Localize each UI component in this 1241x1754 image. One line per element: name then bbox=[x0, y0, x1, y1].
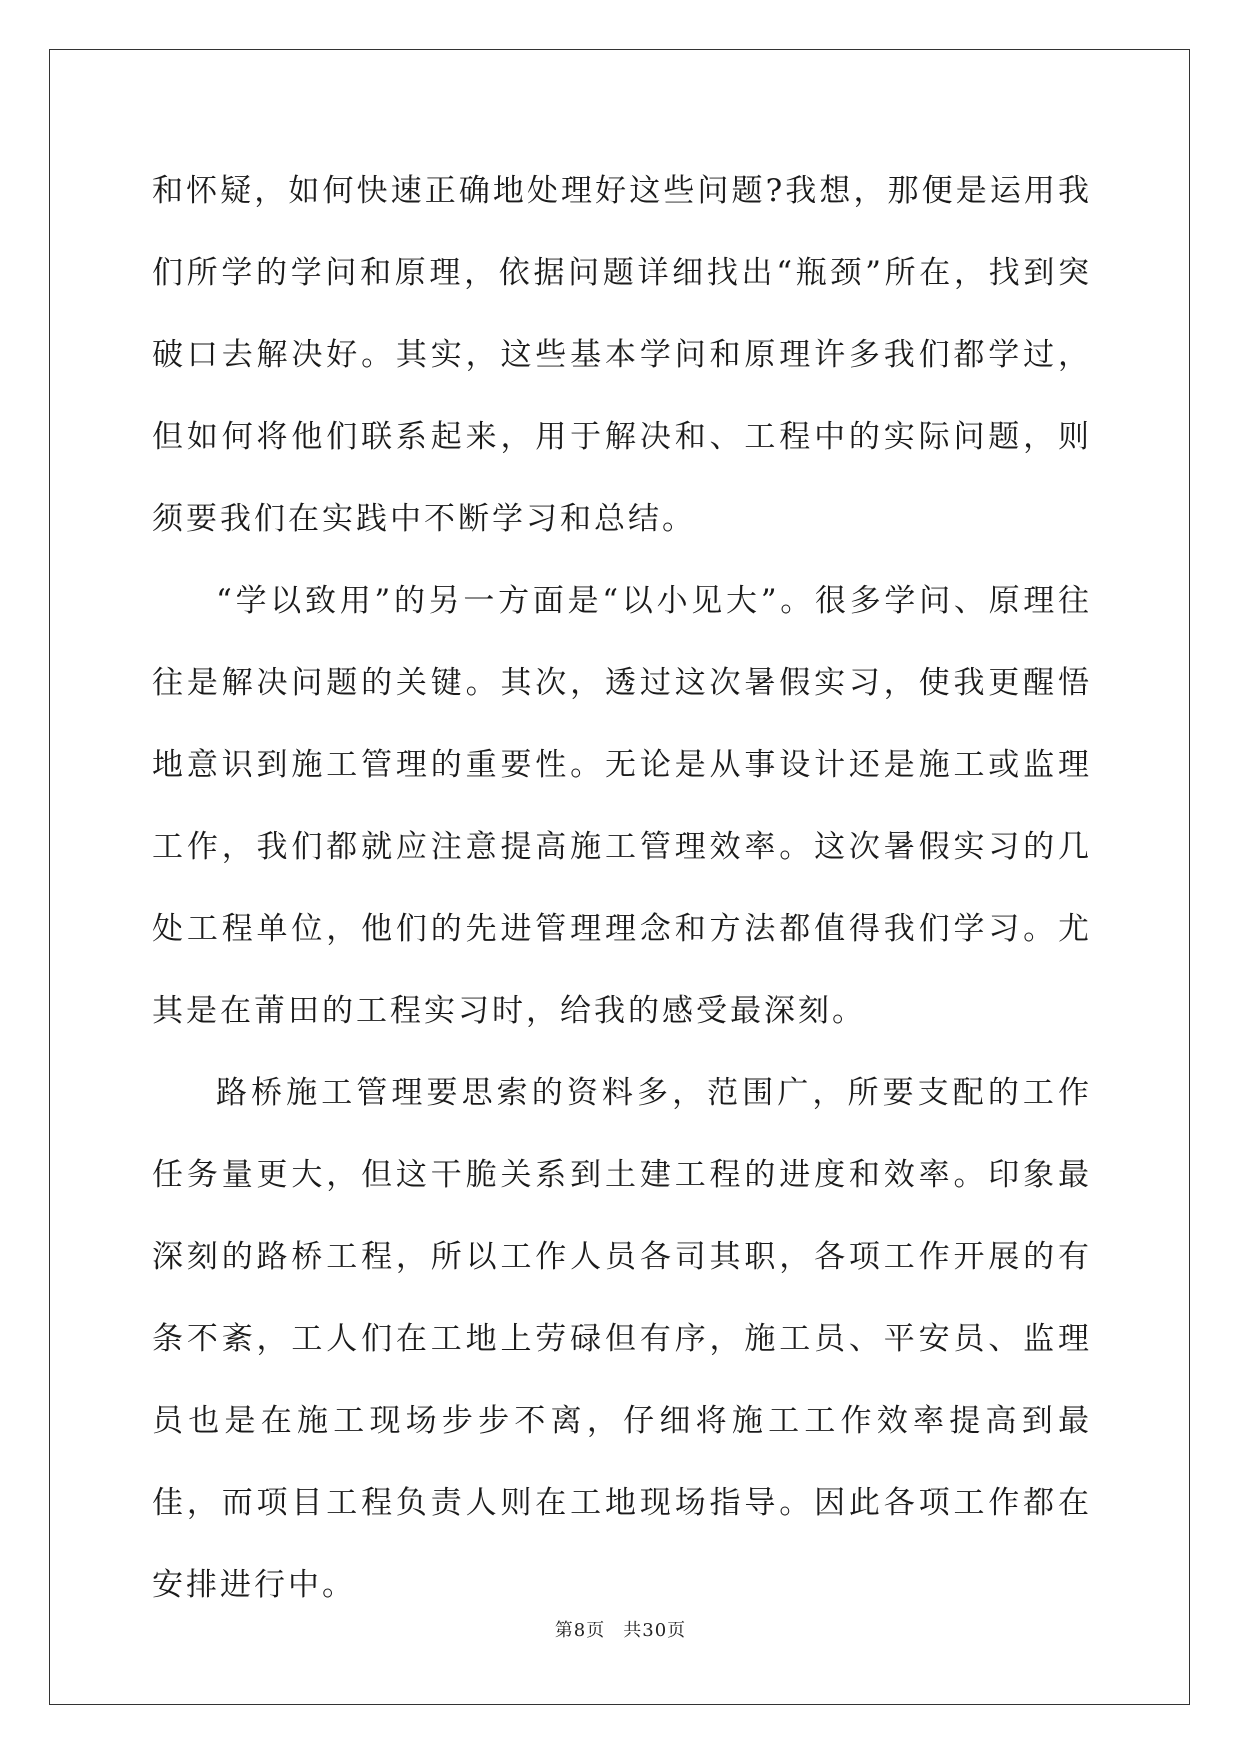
document-body bbox=[152, 150, 1092, 1626]
paragraph-learning-application: “学以致用”的另一方面是“以小见大”。很多学问、原理往往是解决问题的关键。其次，透过这次暑假实习，使我更醒悟地意识到施工管理的重要性。无论是从事设计还是施工或监理工作，我们都就应注意提高施工管理效率。这次暑假实习的几处工程单位，他们的先进管理理念和方法都值得我们学习。尤其是在莆田的工程实习时，给我的感受最深刻。 bbox=[152, 583, 1092, 1029]
paragraph-road-bridge-management: 路桥施工管理要思索的资料多，范围广，所要支配的工作任务量更大，但这干脆关系到土建工程的进度和效率。印象最深刻的路桥工程，所以工作人员各司其职，各项工作开展的有条不紊，工人们在工地上劳碌但有序，施工员、平安员、监理员也是在施工现场步步不离，仔细将施工工作效率提高到最佳，而项目工程负责人则在工地现场指导。因此各项工作都在安排进行中。 bbox=[152, 1075, 1092, 1603]
paragraph-continuation: 和怀疑，如何快速正确地处理好这些问题?我想，那便是运用我们所学的学问和原理，依据问题详细找出“瓶颈”所在，找到突破口去解决好。其实，这些基本学问和原理许多我们都学过，但如何将他们联系起来，用于解决和、工程中的实际问题，则须要我们在实践中不断学习和总结。 bbox=[152, 173, 1092, 537]
page-footer bbox=[0, 1616, 1241, 1642]
page-number: 第8页 bbox=[554, 1620, 606, 1641]
page-total: 共30页 bbox=[623, 1620, 687, 1641]
